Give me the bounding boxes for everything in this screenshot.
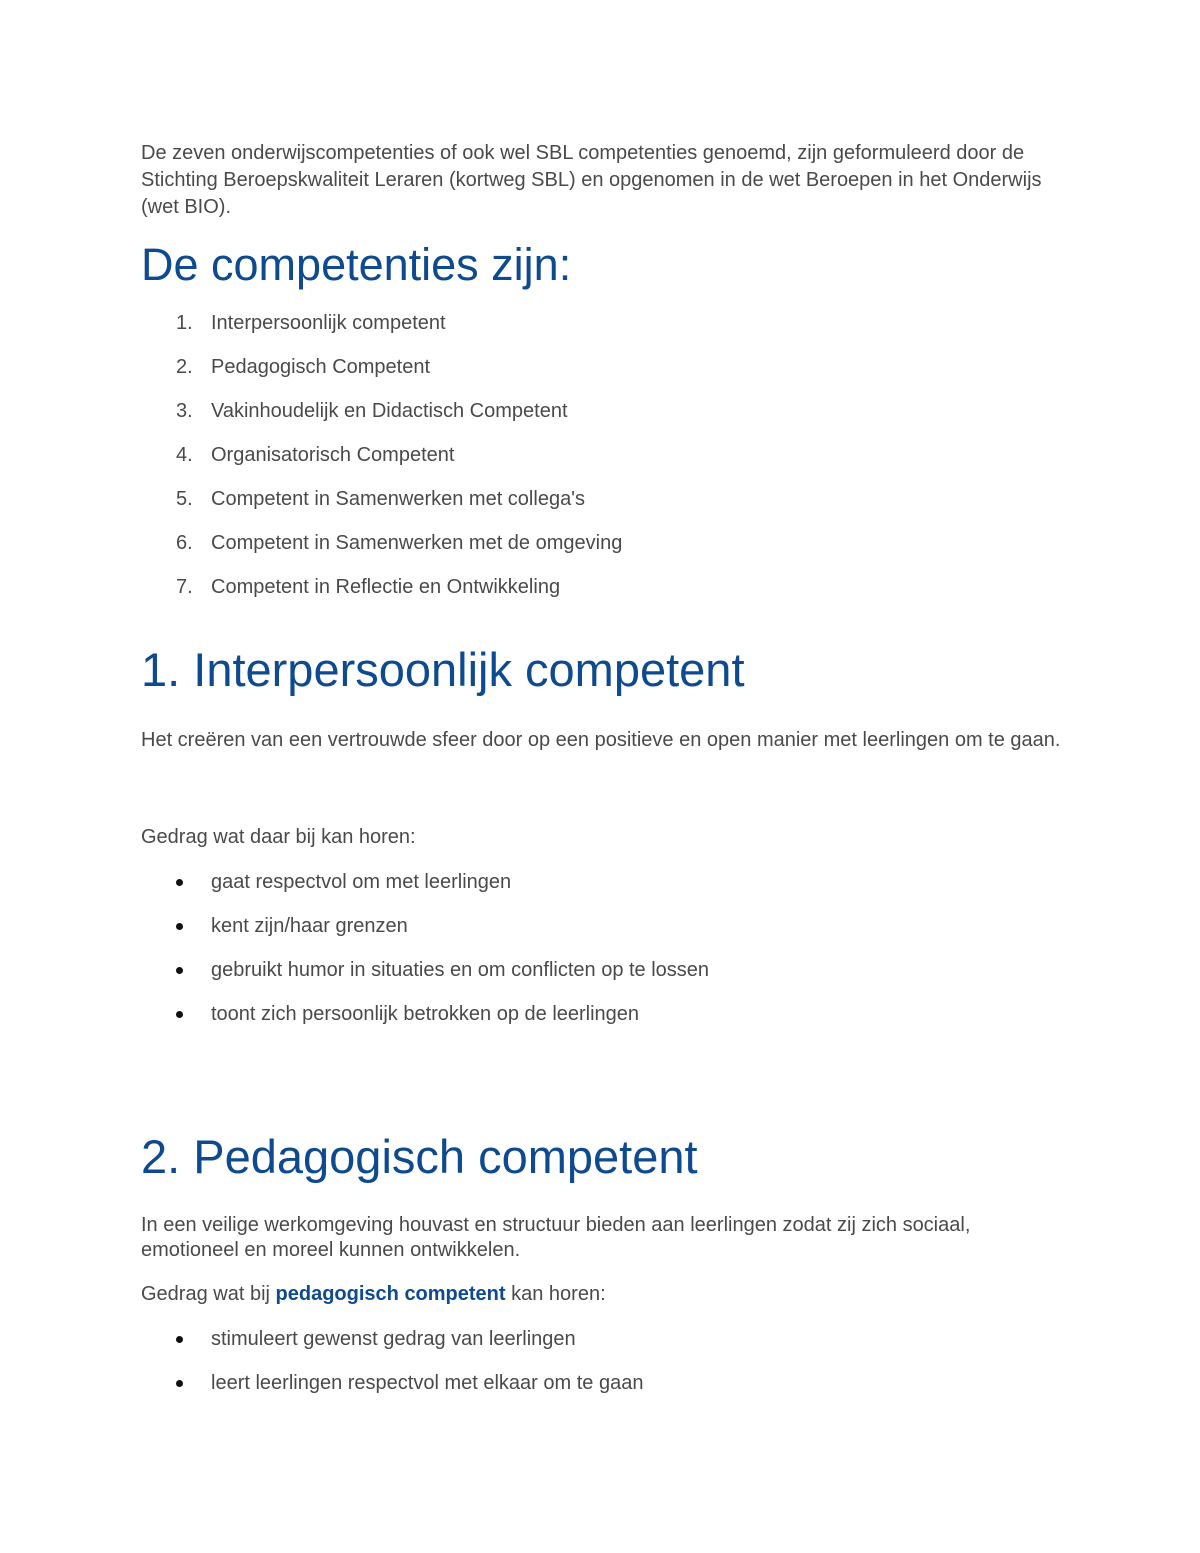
- section2-behaviour-intro: [141, 1281, 1071, 1308]
- list-number: 5.: [176, 488, 193, 510]
- list-item-label: Vakinhoudelijk en Didactisch Competent: [211, 400, 568, 422]
- section1-bullet-list: [141, 869, 1071, 1045]
- list-item: [141, 1001, 1071, 1045]
- behaviour-emphasis: pedagogisch competent: [275, 1283, 506, 1305]
- bullet-icon: [176, 967, 183, 974]
- competence-item: [141, 530, 1071, 574]
- competence-item: [141, 442, 1071, 486]
- competences-heading: De competenties zijn:: [141, 239, 572, 290]
- bullet-icon: [176, 1380, 183, 1387]
- behaviour-prefix: Gedrag wat bij: [141, 1283, 270, 1305]
- list-item-label: leert leerlingen respectvol met elkaar om te gaan: [211, 1372, 644, 1394]
- section2-bullet-list: [141, 1326, 1071, 1414]
- list-item-label: stimuleert gewenst gedrag van leerlingen: [211, 1328, 576, 1350]
- competence-item: [141, 398, 1071, 442]
- list-item: [141, 1326, 1071, 1370]
- section1-heading: 1. Interpersoonlijk competent: [141, 643, 745, 696]
- list-item-label: Interpersoonlijk competent: [211, 312, 446, 334]
- section2-description: In een veilige werkomgeving houvast en structuur bieden aan leerlingen zodat zij zich sociaal, emotioneel en moreel kunnen ontwikkelen.: [141, 1214, 971, 1261]
- list-number: 2.: [176, 356, 193, 378]
- competence-item: [141, 486, 1071, 530]
- list-item-label: toont zich persoonlijk betrokken op de leerlingen: [211, 1003, 640, 1025]
- section1-behaviour-intro: Gedrag wat daar bij kan horen:: [141, 826, 416, 848]
- list-number: 3.: [176, 400, 193, 422]
- list-item-label: Competent in Reflectie en Ontwikkeling: [211, 576, 561, 598]
- intro-paragraph: De zeven onderwijscompetenties of ook wel SBL competenties genoemd, zijn geformuleerd door de Stichting Beroepskwaliteit Leraren (kortweg SBL) en opgenomen in de wet Beroepen in het Onderwijs (wet BIO).: [141, 142, 1042, 218]
- list-item-label: Organisatorisch Competent: [211, 444, 455, 466]
- list-item: [141, 869, 1071, 913]
- list-item-label: Competent in Samenwerken met de omgeving: [211, 532, 623, 554]
- section1-description: Het creëren van een vertrouwde sfeer door op een positieve en open manier met leerlingen om te gaan.: [141, 729, 1061, 751]
- list-item: [141, 1370, 1071, 1414]
- bullet-icon: [176, 879, 183, 886]
- competence-item: [141, 310, 1071, 354]
- list-item-label: kent zijn/haar grenzen: [211, 915, 408, 937]
- bullet-icon: [176, 923, 183, 930]
- bullet-icon: [176, 1336, 183, 1343]
- list-number: 6.: [176, 532, 193, 554]
- section2-heading: 2. Pedagogisch competent: [141, 1130, 698, 1183]
- list-item-label: gaat respectvol om met leerlingen: [211, 871, 512, 893]
- list-item-label: Pedagogisch Competent: [211, 356, 431, 378]
- list-number: 7.: [176, 576, 193, 598]
- bullet-icon: [176, 1011, 183, 1018]
- list-item: [141, 913, 1071, 957]
- list-number: 4.: [176, 444, 193, 466]
- list-item: [141, 957, 1071, 1001]
- list-item-label: Competent in Samenwerken met collega's: [211, 488, 586, 510]
- competence-item: [141, 354, 1071, 398]
- list-number: 1.: [176, 312, 193, 334]
- list-item-label: gebruikt humor in situaties en om conflicten op te lossen: [211, 959, 710, 981]
- competence-item: [141, 574, 1071, 618]
- behaviour-suffix: kan horen:: [511, 1283, 606, 1305]
- competences-list: [141, 310, 1071, 618]
